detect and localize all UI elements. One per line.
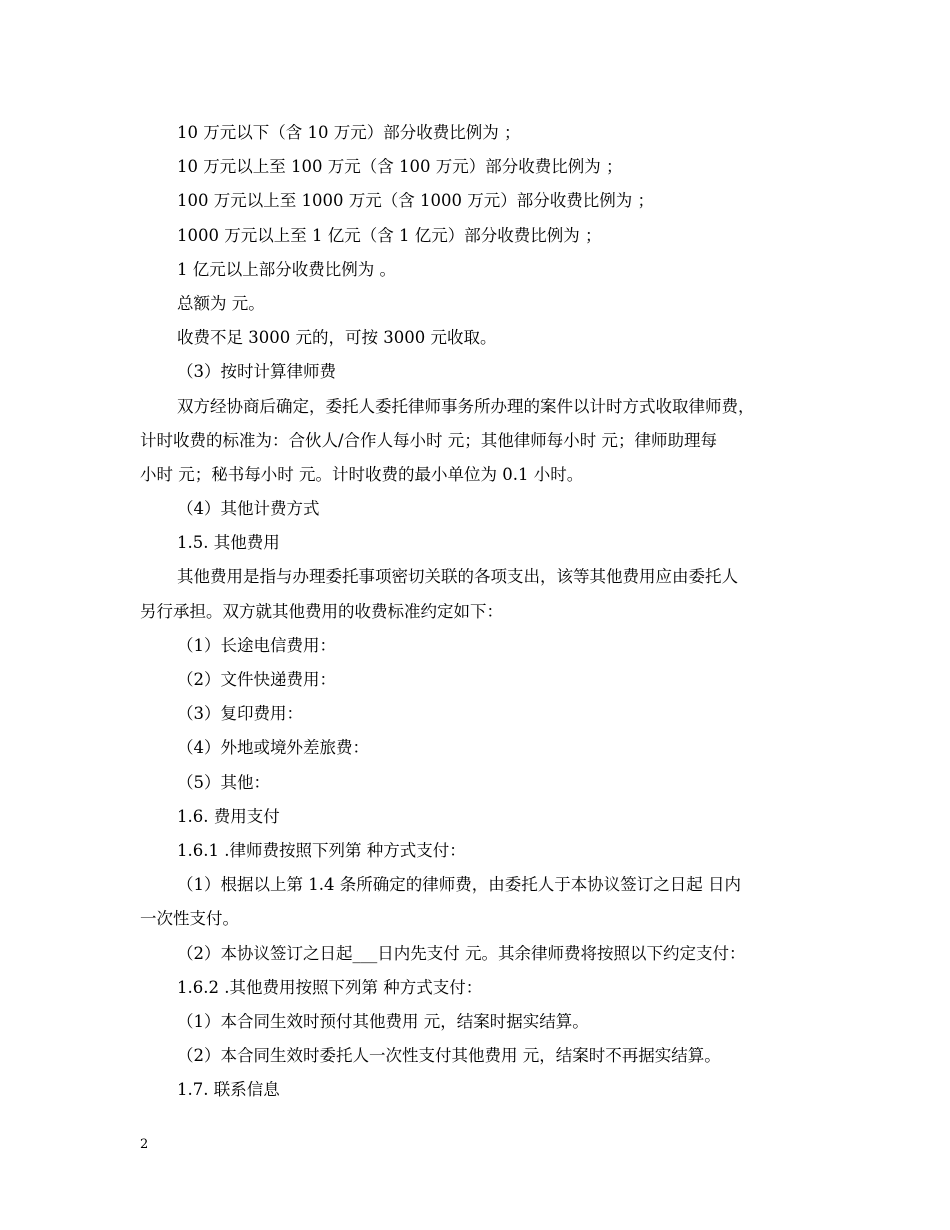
fee-tier-line-1: 10 万元以下（含 10 万元）部分收费比例为 ； — [177, 123, 521, 142]
payment-option-2: （2）本协议签订之日起___日内先支付 元。其余律师费将按照以下约定支付： — [177, 943, 746, 963]
other-expenses-paragraph-line-1: 其他费用是指与办理委托事项密切关联的各项支出，该等其他费用应由委托人 — [177, 567, 738, 587]
payment-option-1-line-2: 一次性支付。 — [140, 909, 239, 929]
hourly-fee-paragraph-line-1: 双方经协商后确定，委托人委托律师事务所办理的案件以计时方式收取律师费， — [177, 396, 755, 416]
section-1-7-heading: 1.7. 联系信息 — [177, 1080, 280, 1100]
expense-item-5: （5）其他： — [177, 772, 270, 792]
other-expenses-paragraph-line-2: 另行承担。双方就其他费用的收费标准约定如下： — [140, 601, 503, 621]
hourly-fee-paragraph-line-2: 计时收费的标准为：合伙人/合作人每小时 元；其他律师每小时 元；律师助理每 — [140, 430, 718, 450]
page-number: 2 — [140, 1137, 149, 1152]
section-1-5-heading: 1.5. 其他费用 — [177, 533, 280, 553]
other-billing-heading: （4）其他计费方式 — [177, 499, 320, 519]
payment-option-1-line-1: （1）根据以上第 1.4 条所确定的律师费，由委托人于本协议签订之日起 日内 — [177, 875, 741, 895]
expense-item-2: （2）文件快递费用： — [177, 670, 336, 689]
expense-item-4: （4）外地或境外差旅费： — [177, 738, 369, 758]
expense-item-1: （1）长途电信费用： — [177, 635, 336, 655]
hourly-fee-paragraph-line-3: 小时 元；秘书每小时 元。计时收费的最小单位为 0.1 小时。 — [140, 464, 584, 484]
document-body — [140, 116, 830, 1107]
fee-tier-line-5: 1 亿元以上部分收费比例为 。 — [177, 259, 396, 279]
expense-payment-option-2: （2）本合同生效时委托人一次性支付其他费用 元，结案时不再据实结算。 — [177, 1046, 721, 1066]
section-1-6-heading: 1.6. 费用支付 — [177, 806, 280, 826]
fee-tier-line-2: 10 万元以上至 100 万元（含 100 万元）部分收费比例为 ； — [177, 157, 623, 177]
hourly-fee-heading: （3）按时计算律师费 — [177, 362, 336, 382]
expense-payment-option-1: （1）本合同生效时预付其他费用 元，结案时据实结算。 — [177, 1011, 589, 1031]
total-amount-line: 总额为 元。 — [177, 293, 265, 313]
minimum-fee-line: 收费不足 3000 元的，可按 3000 元收取。 — [177, 328, 497, 348]
section-1-6-2-heading: 1.6.2 .其他费用按照下列第 种方式支付： — [177, 977, 483, 997]
fee-tier-line-3: 100 万元以上至 1000 万元（含 1000 万元）部分收费比例为 ； — [177, 191, 654, 211]
expense-item-3: （3）复印费用： — [177, 704, 303, 724]
fee-tier-line-4: 1000 万元以上至 1 亿元（含 1 亿元）部分收费比例为 ； — [177, 225, 602, 245]
section-1-6-1-heading: 1.6.1 .律师费按照下列第 种方式支付： — [177, 840, 466, 860]
